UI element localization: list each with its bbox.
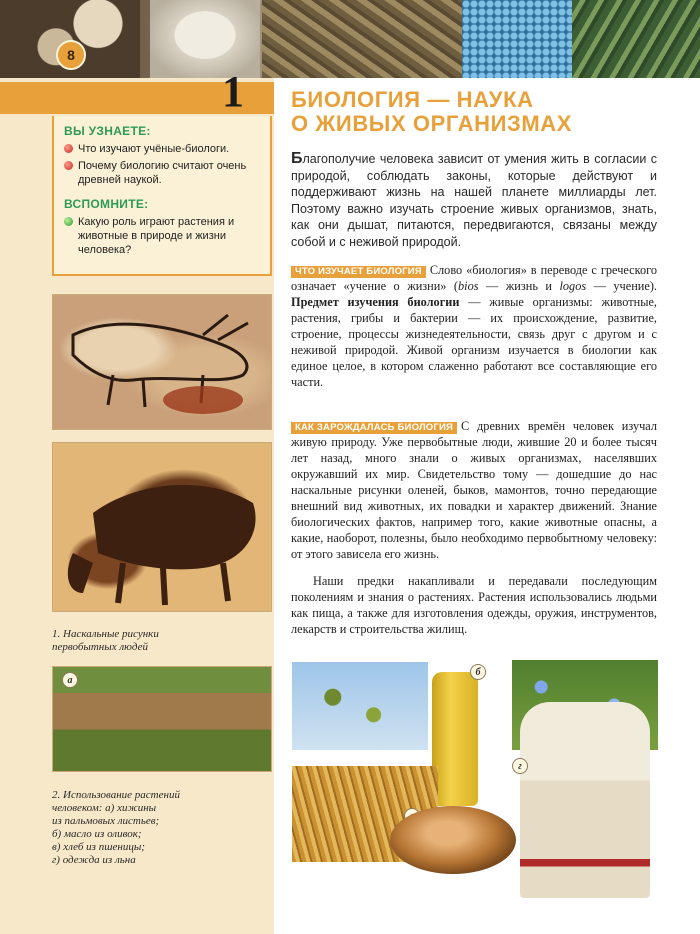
intro-paragraph: Благополучие человека зависит от умения жить в согласии с природой, соблюдать законы, которые действуют и поддерживают жизнь на нашей планете миллиарды лет. Поэтому важно изучать строение живых организмов, знать, как они дышат, питаются, передвигаются, связаны между собой и с неживой природой. (291, 150, 657, 249)
oil-bottle-photo (432, 672, 478, 806)
texture-photo (262, 0, 462, 78)
label-b: б (470, 664, 486, 680)
cave-painting-bison (52, 442, 272, 612)
section-what-biology-studies: ЧТО ИЗУЧАЕТ БИОЛОГИЯ Слово «биология» в переводе с греческого означает «учение о жизни» (bios — жизнь и logos — учение). Предмет изучения биологии — живые организмы: животные, растения, грибы и бактерии — их происхождение, развитие, строение, процессы жизнедеятельности, связь друг с другом и с неживой природой. Живой организм изучается в биологии как единое целое, в котором слаженно работают все составляющие его части. (291, 263, 657, 389)
list-item: Какую роль играют растения и животные в природе и жизни человека? (64, 215, 260, 257)
chapter-number: 1 (222, 67, 244, 116)
bullet-icon (64, 217, 73, 226)
learning-goals-box (52, 116, 272, 276)
cave-painting-bull (52, 294, 272, 430)
bullet-icon (64, 144, 73, 153)
header-photo-banner (0, 0, 700, 78)
bread-photo (390, 806, 516, 874)
linen-dress-photo (520, 702, 650, 898)
label-g: г (512, 758, 528, 774)
learn-heading: ВЫ УЗНАЕТЕ: (64, 124, 151, 138)
list-item: Что изучают учёные-биологи. (64, 142, 260, 156)
section-plants-paragraph: Наши предки накапливали и передавали последующим поколениям и знания о растениях. Растения использовались людьми как пища, а также для изготовления одежды, оружия, инструментов, лекарств и строительства жилищ. (291, 574, 657, 636)
section-origin-of-biology: КАК ЗАРОЖДАЛАСЬ БИОЛОГИЯ С древних времён человек изучал живую природу. Уже первобытные люди, жившие 20 и более тысяч лет назад, много знали о живых организмах, населявших окружавший их мир. Свидетельство тому — дошедшие до нас наскальные рисунки оленей, быков, мамонтов, точно передающие внешний вид животных, их повадки и характер движений. Знание биологических фактов, например того, какие животные опасны, а какие, наоборот, полезны, было необходимо первобытному человеку: от этого зависела его жизнь. (291, 419, 657, 561)
coral-photo (462, 0, 572, 78)
bullet-icon (64, 161, 73, 170)
list-item: Почему биологию считают очень древней наукой. (64, 159, 260, 187)
palm-huts-photo (52, 666, 272, 772)
figure-2-caption: 2. Использование растений человеком: а) хижины из пальмовых листьев; б) масло из оливок; в) хлеб из пшеницы; г) одежда из льна (52, 789, 180, 866)
recall-heading: ВСПОМНИТЕ: (64, 197, 149, 211)
label-a: а (62, 672, 78, 688)
olives-photo (292, 662, 428, 750)
section-tag: КАК ЗАРОЖДАЛАСЬ БИОЛОГИЯ (291, 422, 457, 434)
page-title: БИОЛОГИЯ — НАУКА О ЖИВЫХ ОРГАНИЗМАХ (291, 87, 573, 136)
plant-photo (572, 0, 700, 78)
page-number: 8 (56, 40, 86, 70)
figure-1-caption: 1. Наскальные рисунки первобытных людей (52, 628, 159, 653)
section-tag: ЧТО ИЗУЧАЕТ БИОЛОГИЯ (291, 266, 426, 278)
